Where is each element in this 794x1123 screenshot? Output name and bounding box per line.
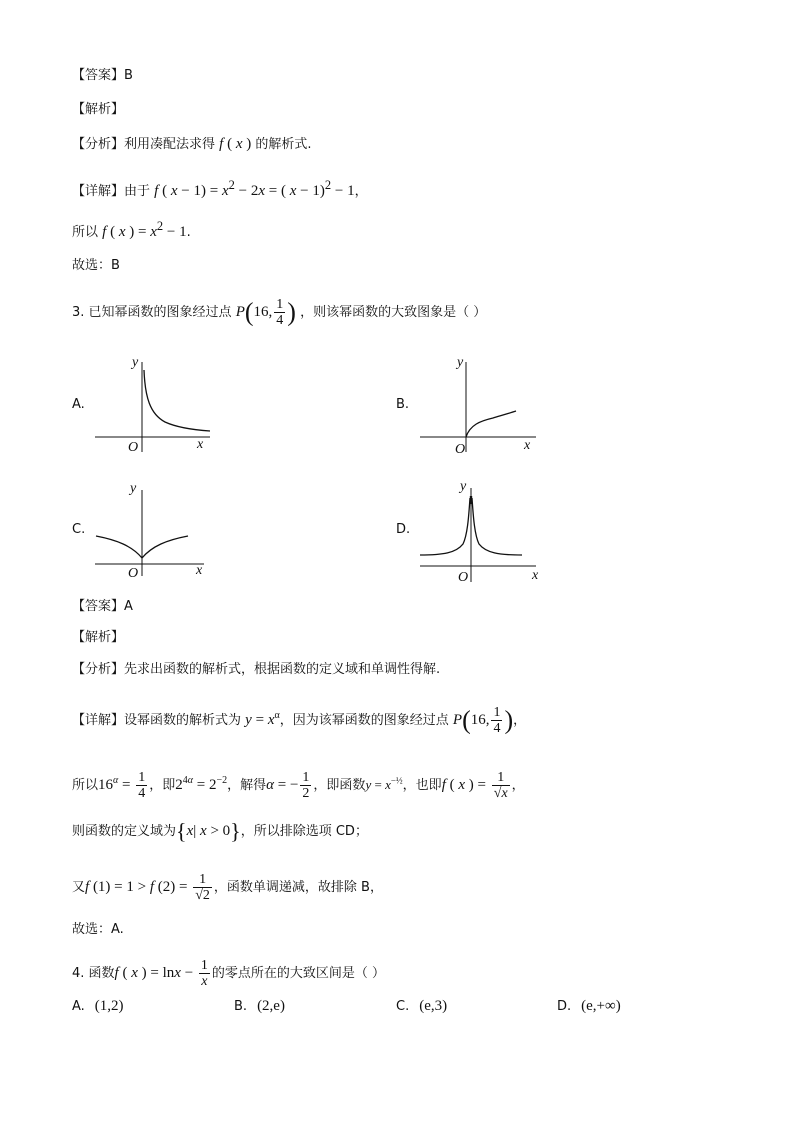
- so-text: 所以: [72, 777, 99, 793]
- graph-b[interactable]: [418, 352, 548, 457]
- q3-stem-b: ，则该幂函数的大致图象是（ ）: [300, 304, 487, 320]
- fenxi-text: 先求出函数的解析式，根据函数的定义域和单调性得解.: [124, 662, 441, 677]
- q4-stem: [72, 958, 385, 989]
- option-c-label[interactable]: C.: [72, 522, 86, 537]
- formula-result: f ( x ) = $x^2 - 1$: [102, 219, 187, 240]
- q4-option-c[interactable]: [396, 998, 447, 1015]
- q2-fenxi-line: [72, 134, 312, 155]
- y-axis-label: y: [460, 479, 467, 494]
- formula-detail: f ( $x - 1) = x^2 - 2x$ = ( x − 1)$^2$ − 1: [154, 178, 355, 199]
- q3-analysis-title: 【解析】: [72, 630, 125, 645]
- answer-value: B: [124, 68, 133, 83]
- formula-power: $y = x^\alpha$: [245, 709, 280, 728]
- q2-so-line: [72, 216, 191, 243]
- formula-2pow: $2^{4\alpha} = 2^{-2}$: [175, 774, 228, 793]
- detail-text-a: 设幂函数的解析式为: [124, 712, 242, 728]
- formula-fx: f ( x ): [219, 136, 252, 152]
- q4-stem-b: 的零点所在的大致区间是（ ）: [211, 965, 386, 981]
- so-mid1: ，即: [149, 777, 176, 793]
- q4-option-value: (e,+∞): [581, 998, 621, 1014]
- graph-a[interactable]: [90, 352, 220, 457]
- x-axis-label: x: [196, 563, 203, 578]
- q4-option-letter: A.: [72, 999, 85, 1014]
- so-text: 所以: [72, 225, 99, 240]
- q4-stem-a: 4. 函数: [72, 965, 115, 981]
- so-end: .: [186, 225, 191, 240]
- q4-option-d[interactable]: [557, 998, 621, 1015]
- detail-label: 【详解】: [72, 712, 125, 728]
- fenxi-label: 【分析】: [72, 137, 125, 152]
- x-axis-label: x: [197, 437, 204, 452]
- q3-also-line: [72, 872, 383, 903]
- q2-choose: 故选：B: [72, 258, 120, 273]
- detail-text-b: ，: [354, 184, 368, 199]
- q3-fenxi-line: [72, 660, 440, 680]
- point-p-2: P(16, $\frac{1}{4}$ ): [452, 705, 514, 736]
- formula-q4: f ( x ) = lnx − $\frac{1}{x}$: [114, 958, 208, 989]
- option-d-label[interactable]: D.: [396, 522, 411, 537]
- origin-label: O: [458, 570, 469, 585]
- q4-option-letter: C.: [396, 999, 410, 1014]
- y-axis-label: y: [132, 355, 139, 370]
- y-axis-label: y: [457, 355, 464, 370]
- q2-detail-line: [72, 175, 368, 202]
- domain-text-b: ，所以排除选项 CD；: [240, 824, 368, 839]
- option-b-label[interactable]: B.: [396, 397, 410, 412]
- formula-16a: $16^\alpha$ = $\frac{1}{4}$: [98, 770, 146, 801]
- q3-answer-line: [72, 597, 133, 617]
- q2-analysis-title: 【解析】: [72, 102, 125, 117]
- formula-y-neg-half: $y = x^{-\frac{1}{2}}$: [365, 775, 403, 792]
- q4-option-a[interactable]: [72, 998, 124, 1015]
- q3-stem: [72, 297, 486, 328]
- q3-domain-line: [72, 818, 368, 844]
- x-axis-label: x: [524, 438, 531, 453]
- q4-option-b[interactable]: [234, 998, 285, 1015]
- so-mid2: ，解得: [227, 777, 267, 793]
- option-a-label[interactable]: A.: [72, 397, 85, 412]
- x-axis-label: x: [532, 568, 539, 583]
- q4-option-value: (e,3): [419, 998, 448, 1014]
- fenxi-text-a: 利用凑配法求得: [124, 137, 216, 152]
- also-text-b: ，函数单调递减，故排除 B，: [213, 879, 383, 895]
- q3-so-line: [72, 770, 525, 801]
- q4-option-value: (1,2): [94, 998, 124, 1014]
- origin-label: O: [455, 442, 466, 457]
- origin-label: O: [128, 566, 139, 581]
- origin-label: O: [128, 440, 139, 455]
- q3-choose: 故选：A.: [72, 922, 124, 937]
- fenxi-text-b: 的解析式.: [255, 137, 312, 152]
- answer-label: 【答案】: [72, 68, 125, 83]
- so-mid4: ，也即: [402, 777, 442, 793]
- graph-d[interactable]: [418, 476, 548, 586]
- q2-answer-line: [72, 66, 133, 86]
- so-end: ，: [511, 777, 525, 793]
- y-axis-label: y: [130, 481, 137, 496]
- point-p: P(16, $\frac{1}{4}$ ): [235, 297, 296, 328]
- formula-domain: {x| x > 0}: [176, 818, 241, 844]
- detail-label: 【详解】: [72, 184, 125, 199]
- q3-stem-a: 3. 已知幂函数的图象经过点: [72, 304, 232, 320]
- answer-value: A: [124, 599, 133, 614]
- detail-text-a: 由于: [124, 184, 151, 199]
- also-text: 又: [72, 879, 86, 895]
- q4-option-letter: B.: [234, 999, 248, 1014]
- graph-c[interactable]: [92, 480, 222, 580]
- answer-label: 【答案】: [72, 599, 125, 614]
- q3-detail-line: [72, 705, 526, 736]
- formula-fx-sqrt: f ( x ) = $\frac{1}{√x}$: [441, 770, 508, 801]
- q4-option-value: (2,e): [257, 998, 285, 1014]
- detail-text-b: ，因为该幂函数的图象经过点: [279, 712, 449, 728]
- formula-alpha: α = − $\frac{1}{2}$: [266, 770, 310, 801]
- fenxi-label: 【分析】: [72, 662, 125, 677]
- detail-text-c: ，: [513, 712, 527, 728]
- formula-f1-f2: f (1) = 1 > f (2) = $\frac{1}{√2}$: [85, 872, 210, 903]
- so-mid3: ，即函数: [313, 777, 366, 793]
- domain-text-a: 则函数的定义域为: [72, 824, 177, 839]
- q4-option-letter: D.: [557, 999, 572, 1014]
